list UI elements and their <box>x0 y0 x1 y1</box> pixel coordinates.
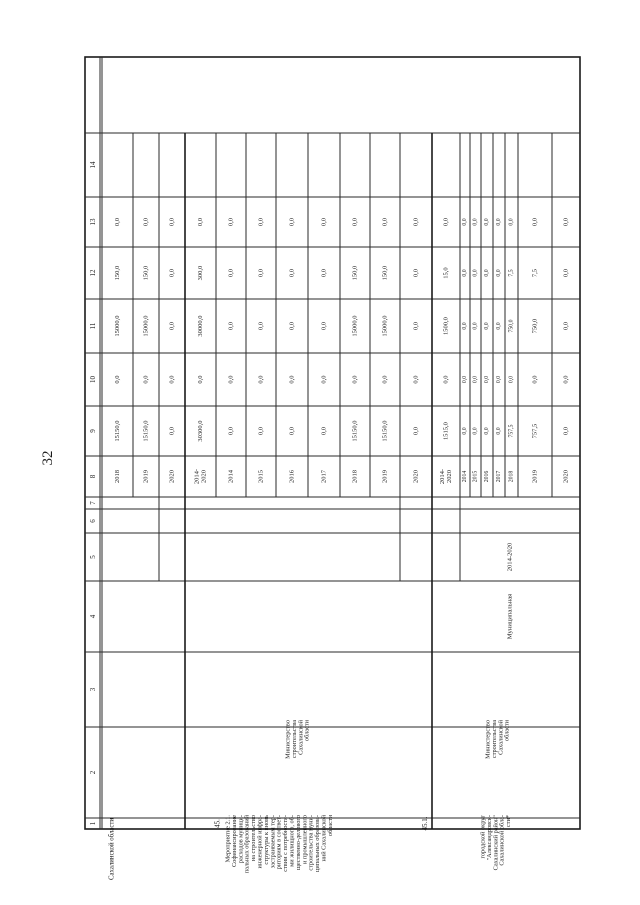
value-cell-col10: 0,0 <box>412 375 420 384</box>
header-col-9: 9 <box>89 429 97 433</box>
value-cell-col13: 0,0 <box>168 217 176 227</box>
value-cell-col13: 0,0 <box>320 217 328 227</box>
value-cell-col12: 0,0 <box>496 269 502 277</box>
row-451-org-line: Министерство <box>484 720 492 759</box>
value-cell-col13: 0,0 <box>197 217 204 227</box>
header-col-6: 6 <box>89 519 97 523</box>
value-cell-col9: 15150,0 <box>142 420 150 442</box>
value-cell-col10: 0,0 <box>562 375 570 384</box>
value-cell-col11: 0,0 <box>496 322 502 330</box>
value-cell-col10: 0,0 <box>381 375 389 384</box>
row-451-name-line: "Александровск- <box>485 815 493 861</box>
value-cell-col13: 0,0 <box>227 217 235 227</box>
row-45-org-line: Сахалинской <box>297 720 305 755</box>
header-col-5: 5 <box>89 555 97 559</box>
value-cell-col11: 0,0 <box>227 321 235 331</box>
year-cell: 2019 <box>142 470 150 483</box>
value-cell-col9: 757,5 <box>531 423 539 439</box>
row-45-name-line: расходов муници- <box>237 815 245 864</box>
header-col-4: 4 <box>89 614 97 619</box>
value-cell-col9: 0,0 <box>562 426 570 436</box>
value-cell-col13: 0,0 <box>562 217 570 227</box>
year-cell: 2014 <box>462 470 468 483</box>
value-cell-col12: 0,0 <box>288 268 296 278</box>
value-cell-col12: 300,0 <box>197 265 204 281</box>
value-cell-col13: 0,0 <box>412 217 420 227</box>
header-col-12: 12 <box>89 269 97 277</box>
row-45-name-line: Софинансирование <box>230 815 238 868</box>
value-cell-col13: 0,0 <box>257 217 265 227</box>
value-cell-col12: 150,0 <box>381 265 389 281</box>
value-cell-col12: 0,0 <box>257 268 265 278</box>
value-cell-col9: 0,0 <box>288 426 296 436</box>
year-cell: 2020 <box>562 470 570 483</box>
value-cell-col12: 0,0 <box>472 269 479 277</box>
year-cell: 2015 <box>257 470 265 483</box>
value-cell-col10: 0,0 <box>114 375 121 384</box>
header-col-1: 1 <box>89 821 97 826</box>
value-cell-col13: 0,0 <box>472 218 479 226</box>
value-cell-col10: 0,0 <box>227 375 235 384</box>
value-cell-col9: 0,0 <box>168 426 176 436</box>
value-cell-col13: 0,0 <box>496 218 502 226</box>
value-cell-col12: 7,5 <box>531 268 539 278</box>
row-451-name-line: Сахалинской обла- <box>498 815 506 866</box>
row-45-name-line: ципальных образова- <box>314 815 322 872</box>
header-col-7: 7 <box>89 501 97 505</box>
value-cell-col13: 0,0 <box>484 218 490 226</box>
header-col-13: 13 <box>89 218 97 226</box>
row-45-name-line: ний Сахалинской <box>320 815 328 862</box>
row-45-name-line: строительства муни- <box>307 815 315 871</box>
value-cell-col11: 0,0 <box>168 321 176 331</box>
row-45-name-line: застраиваемым тер- <box>269 815 277 869</box>
value-cell-col12: 0,0 <box>168 268 176 278</box>
row-45-name-line: структуры к вновь <box>262 815 270 865</box>
value-cell-col13: 0,0 <box>508 218 515 226</box>
value-cell-col12: 0,0 <box>462 269 468 277</box>
value-cell-col10: 0,0 <box>168 375 176 384</box>
table-body <box>89 161 570 880</box>
value-cell-col13: 0,0 <box>351 217 359 227</box>
value-cell-col9: 15150,0 <box>351 420 359 442</box>
value-cell-col13: 0,0 <box>288 217 296 227</box>
year-cell: 2019 <box>381 470 389 483</box>
row-45-name-line: области <box>326 815 334 837</box>
value-cell-col9: 0,0 <box>412 426 420 436</box>
value-cell-col9: 30300,0 <box>197 420 204 442</box>
value-cell-col10: 0,0 <box>197 375 204 384</box>
year-cell: 2015 <box>472 470 479 483</box>
year-cell: 2014 <box>227 470 235 483</box>
row-45-name-line: и промышленного <box>301 815 309 864</box>
value-cell-col10: 0,0 <box>508 375 515 384</box>
value-cell-col9: 0,0 <box>484 427 490 435</box>
value-cell-col11: 0,0 <box>462 322 468 330</box>
row-45-name-line: ми жилищного, об- <box>288 815 296 867</box>
value-cell-col13: 0,0 <box>531 217 539 227</box>
value-cell-col11: 750,0 <box>508 319 515 333</box>
value-cell-col10: 0,0 <box>288 375 296 384</box>
value-cell-col11: 0,0 <box>484 322 490 330</box>
value-cell-col12: 150,0 <box>114 265 121 281</box>
row-451-level: Муниципальная <box>506 593 514 640</box>
row-451-name-line: Сахалинский район" <box>492 815 500 871</box>
header-col-14: 14 <box>89 161 97 169</box>
value-cell-col11: 750,0 <box>531 318 539 334</box>
row-45-name-line: на строительство <box>250 815 258 862</box>
row-45-number: 45. <box>213 819 222 828</box>
header-col-10: 10 <box>89 376 97 383</box>
value-cell-col11: 0,0 <box>472 322 479 330</box>
row-45-name-line: риториям в соответ- <box>275 815 283 870</box>
row-45-name-line: щественно-делового <box>294 815 302 871</box>
value-cell-col10: 0,0 <box>142 375 150 384</box>
header-col-3: 3 <box>89 687 97 692</box>
value-cell-col10: 0,0 <box>531 375 539 384</box>
value-cell-col11: 30000,0 <box>197 315 204 337</box>
year-cell: 2018 <box>351 470 359 483</box>
row-451-number: 45.1. <box>421 816 429 831</box>
value-cell-col10: 0,0 <box>442 375 450 384</box>
value-cell-col12: 0,0 <box>320 268 328 278</box>
year-cell: 2020 <box>446 470 453 483</box>
value-cell-col13: 0,0 <box>462 218 468 226</box>
row-45-name-line: пальных образований <box>243 815 251 874</box>
value-cell-col9: 0,0 <box>320 426 328 436</box>
value-cell-col12: 15,0 <box>442 267 450 279</box>
value-cell-col11: 0,0 <box>320 321 328 331</box>
year-cell: 2017 <box>320 470 328 483</box>
row-45-name-line: инженерной инфра- <box>256 815 264 869</box>
value-cell-col12: 150,0 <box>351 265 359 281</box>
year-cell: 2014- <box>439 468 446 485</box>
year-cell: 2019 <box>531 470 539 483</box>
row-451-period: 2014-2020 <box>506 542 514 572</box>
row-451-name-line: городской округ <box>479 815 487 859</box>
row-45-org-line: области <box>303 720 311 742</box>
value-cell-col11: 0,0 <box>412 321 420 331</box>
value-cell-col13: 0,0 <box>142 217 150 227</box>
value-cell-col13: 0,0 <box>114 217 121 227</box>
year-cell: 2016 <box>288 470 296 483</box>
value-cell-col11: 0,0 <box>562 321 570 331</box>
value-cell-col11: 15000,0 <box>381 315 389 337</box>
value-cell-col10: 0,0 <box>351 375 359 384</box>
header-col-8: 8 <box>89 474 97 479</box>
year-cell: 2020 <box>412 470 420 483</box>
row-45-name-line: ствии с потребностя- <box>282 815 290 872</box>
row-45-org-line: строительства <box>290 720 298 759</box>
value-cell-col10: 0,0 <box>472 375 479 384</box>
region-label: Сахалинской области <box>108 818 116 881</box>
value-cell-col9: 0,0 <box>472 427 479 435</box>
value-cell-col10: 0,0 <box>496 375 502 384</box>
year-cell: 2020 <box>200 470 208 483</box>
value-cell-col9: 0,0 <box>227 426 235 436</box>
page-number: 32 <box>40 450 56 466</box>
value-cell-col12: 0,0 <box>412 268 420 278</box>
year-cell: 2017 <box>496 470 502 483</box>
value-cell-col9: 15150,0 <box>114 420 121 442</box>
value-cell-col12: 0,0 <box>484 269 490 277</box>
value-cell-col9: 0,0 <box>496 427 502 435</box>
header-col-2: 2 <box>89 770 97 775</box>
value-cell-col11: 0,0 <box>288 321 296 331</box>
row-451-name-line: сти* <box>505 815 513 828</box>
value-cell-col9: 15150,0 <box>381 420 389 442</box>
value-cell-col11: 15000,0 <box>351 315 359 337</box>
value-cell-col11: 15000,0 <box>114 315 121 337</box>
value-cell-col10: 0,0 <box>320 375 328 384</box>
value-cell-col10: 0,0 <box>462 375 468 384</box>
row-45-name-line: Мероприятие 2.1. <box>224 815 232 863</box>
year-cell: 2020 <box>168 470 176 483</box>
year-cell: 2018 <box>114 470 121 483</box>
row-451-org-line: Сахалинской <box>497 720 505 755</box>
value-cell-col11: 1500,0 <box>442 317 450 335</box>
value-cell-col9: 757,5 <box>508 424 515 438</box>
row-451-org-line: области <box>503 720 511 742</box>
value-cell-col13: 0,0 <box>442 217 450 227</box>
value-cell-col12: 0,0 <box>562 268 570 278</box>
header-col-11: 11 <box>89 322 97 330</box>
value-cell-col10: 0,0 <box>257 375 265 384</box>
value-cell-col9: 0,0 <box>257 426 265 436</box>
table-grid <box>85 57 580 829</box>
value-cell-col9: 1515,0 <box>442 422 450 440</box>
value-cell-col11: 15000,0 <box>142 315 150 337</box>
year-cell: 2018 <box>508 470 515 483</box>
value-cell-col9: 0,0 <box>462 427 468 435</box>
value-cell-col12: 7,5 <box>508 269 515 277</box>
value-cell-col10: 0,0 <box>484 375 490 384</box>
value-cell-col11: 0,0 <box>257 321 265 331</box>
row-45-org-line: Министерство <box>284 720 292 759</box>
row-451-org-line: строительства <box>490 720 498 759</box>
value-cell-col12: 150,0 <box>142 265 150 281</box>
value-cell-col12: 0,0 <box>227 268 235 278</box>
value-cell-col13: 0,0 <box>381 217 389 227</box>
year-cell: 2016 <box>484 470 490 483</box>
year-cell: 2014- <box>193 468 201 485</box>
